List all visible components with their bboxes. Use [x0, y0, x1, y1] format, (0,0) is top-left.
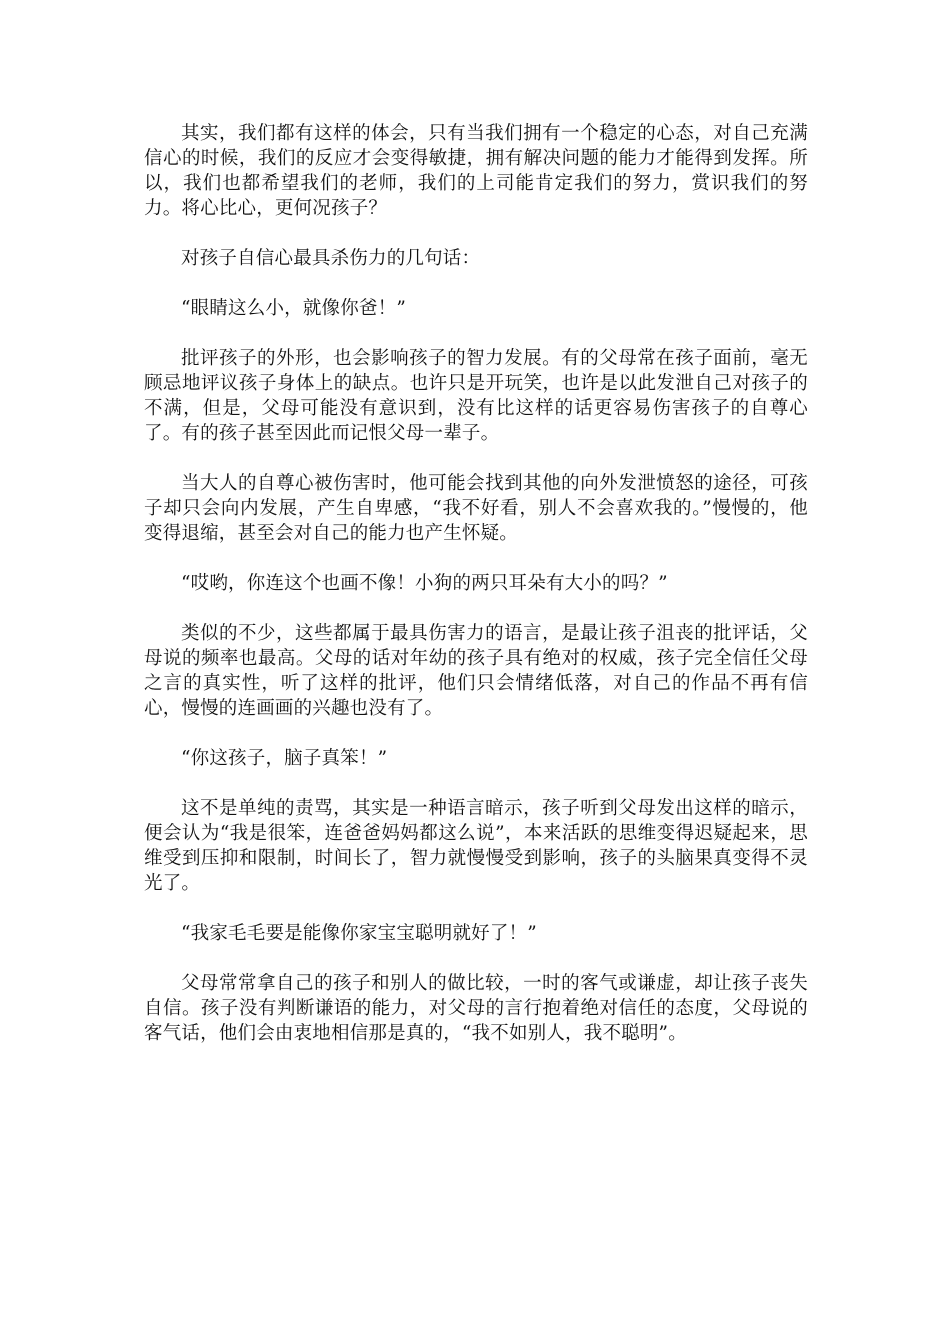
document-body — [144, 121, 808, 1046]
paragraph-explanation-1: 批评孩子的外形，也会影响孩子的智力发展。有的父母常在孩子面前，毫无顾忌地评议孩子身体上的缺点。也许只是开玩笑，也许是以此发泄自己对孩子的不满，但是，父母可能没有意识到，没有比这样的话更容易伤害孩子的自尊心了。有的孩子甚至因此而记恨父母一辈子。 — [144, 348, 808, 444]
paragraph-explanation-4: 这不是单纯的责骂，其实是一种语言暗示，孩子听到父母发出这样的暗示，便会认为“我是很笨，连爸爸妈妈都这么说”，本来活跃的思维变得迟疑起来，思维受到压抑和限制，时间长了，智力就慢慢受到影响，孩子的头脑果真变得不灵光了。 — [144, 798, 808, 894]
quote-1: “眼睛这么小，就像你爸！” — [181, 298, 407, 319]
paragraph-intro: 其实，我们都有这样的体会，只有当我们拥有一个稳定的心态，对自己充满信心的时候，我们的反应才会变得敏捷，拥有解决问题的能力才能得到发挥。所以，我们也都希望我们的老师，我们的上司能肯定我们的努力，赏识我们的努力。将心比心，更何况孩子？ — [144, 123, 808, 219]
paragraph-heading: 对孩子自信心最具杀伤力的几句话： — [181, 248, 481, 269]
quote-2: “哎哟，你连这个也画不像！小狗的两只耳朵有大小的吗？” — [181, 573, 668, 594]
quote-3: “你这孩子，脑子真笨！” — [181, 748, 388, 769]
paragraph-explanation-2: 当大人的自尊心被伤害时，他可能会找到其他的向外发泄愤怒的途径，可孩子却只会向内发展，产生自卑感，“我不好看，别人不会喜欢我的。”慢慢的，他变得退缩，甚至会对自己的能力也产生怀疑。 — [144, 473, 808, 544]
paragraph-explanation-5: 父母常常拿自己的孩子和别人的做比较，一时的客气或谦虚，却让孩子丧失自信。孩子没有判断谦语的能力，对父母的言行抱着绝对信任的态度，父母说的客气话，他们会由衷地相信那是真的，“我不如别人，我不聪明”。 — [144, 973, 808, 1044]
quote-4: “我家毛毛要是能像你家宝宝聪明就好了！” — [181, 923, 537, 944]
paragraph-explanation-3: 类似的不少，这些都属于最具伤害力的语言，是最让孩子沮丧的批评话，父母说的频率也最高。父母的话对年幼的孩子具有绝对的权威，孩子完全信任父母之言的真实性，听了这样的批评，他们只会情绪低落，对自己的作品不再有信心，慢慢的连画画的兴趣也没有了。 — [144, 623, 808, 719]
